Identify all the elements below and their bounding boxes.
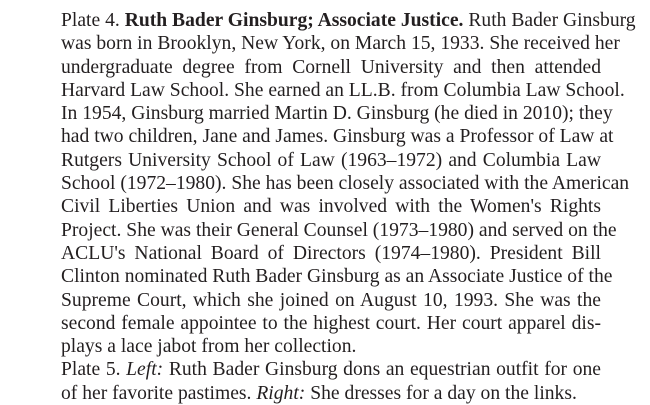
plate5-right-text: She dresses for a day on the links.	[310, 382, 577, 404]
plate5-left-label: Left:	[126, 359, 164, 381]
plate5-left-text: Ruth Bader Ginsburg dons an equestrian outfit for one	[168, 359, 601, 381]
plate4-label: Plate 4.	[61, 10, 120, 31]
plate5-line-2	[61, 382, 601, 405]
plate4-line-2: was born in Brooklyn, New York, on March 15, 1933. She received her	[61, 33, 620, 55]
caption-text-block	[61, 9, 636, 405]
plate5-right-label: Right:	[256, 382, 306, 404]
plate4-line-7: Rutgers University School of Law (1963–1972) and Columbia Law	[61, 149, 601, 171]
plate4-line-15: plays a lace jabot from her collection.	[61, 336, 357, 358]
plate4-line-5: In 1954, Ginsburg married Martin D. Ginsburg (he died in 2010); they	[61, 103, 613, 125]
plate4-text: Ruth Bader Ginsburg	[468, 10, 636, 31]
plate5-label: Plate 5.	[61, 359, 121, 381]
plate4-line-12: Clinton nominated Ruth Bader Ginsburg as an Associate Justice of the	[61, 266, 613, 288]
plate4-line-11: ACLU's National Board of Directors (1974–1980). President Bill	[61, 242, 601, 264]
plate5-line-1	[61, 358, 601, 381]
plate4-line-9: Civil Liberties Union and was involved with the Women's Rights	[61, 196, 601, 218]
plate4-line-13: Supreme Court, which she joined on August 10, 1993. She was the	[61, 289, 601, 311]
plate4-line-8: School (1972–1980). She has been closely associated with the American	[61, 173, 630, 195]
plate4-line-1	[61, 9, 636, 32]
plate4-line-4: Harvard Law School. She earned an LL.B. from Columbia Law School.	[61, 79, 625, 101]
plate4-line-14: second female appointee to the highest court. Her court apparel dis-	[61, 312, 601, 334]
plate4-line-10: Project. She was their General Counsel (1973–1980) and served on the	[61, 219, 617, 241]
plate4-line-6: had two children, Jane and James. Ginsburg was a Professor of Law at	[61, 126, 614, 148]
plate4-line-3: undergraduate degree from Cornell University and then attended	[61, 56, 601, 78]
plate5-left-text-cont: of her favorite pastimes.	[61, 382, 252, 404]
plate4-heading: Ruth Bader Ginsburg; Associate Justice.	[124, 10, 464, 31]
